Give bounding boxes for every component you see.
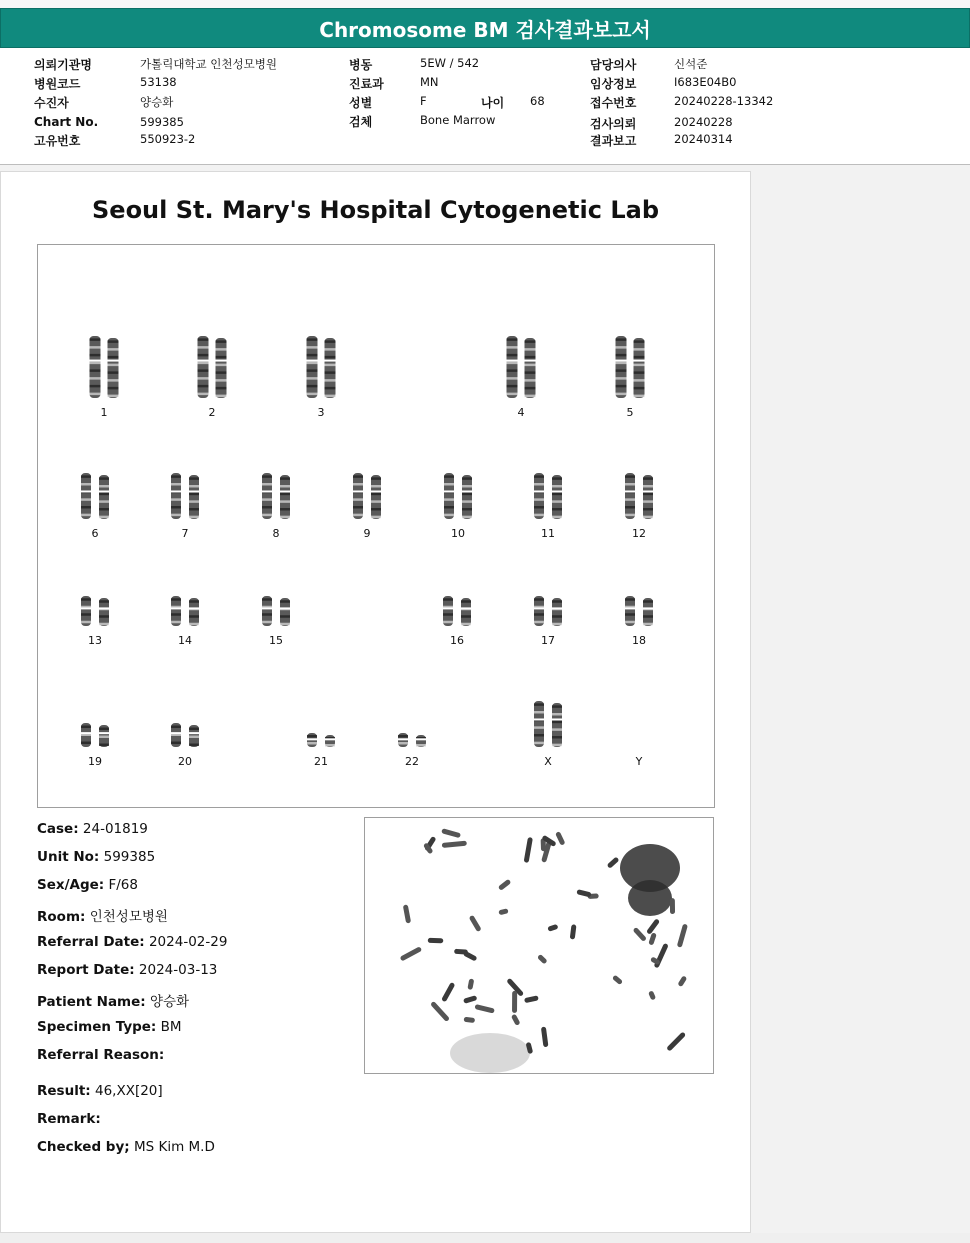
info-value-patient: 양승화 xyxy=(140,95,174,109)
chromosome-10 xyxy=(423,453,493,540)
chromosome-label: 4 xyxy=(517,406,525,419)
chromosome-label: 5 xyxy=(626,406,634,419)
metaphase-spread xyxy=(365,818,713,1073)
case-info-label: Patient Name: xyxy=(37,994,146,1010)
chromosome-14 xyxy=(150,560,220,647)
case-info-value: F/68 xyxy=(104,877,138,893)
info-label-chart-no: Chart No. xyxy=(34,115,99,129)
patient-info-panel xyxy=(0,48,970,165)
case-info-value: 양승화 xyxy=(145,994,190,1010)
info-value-unique-no: 550923-2 xyxy=(140,132,196,146)
info-label-department: 진료과 xyxy=(349,77,384,91)
chromosome-label: 17 xyxy=(541,634,555,647)
chromosome-pair-17 xyxy=(513,560,583,630)
chromosome-pair-9 xyxy=(332,453,402,523)
metaphase-image xyxy=(364,817,714,1074)
chromosome-22 xyxy=(377,681,447,768)
chromosome-pair-14 xyxy=(150,560,220,630)
chromosome-label: 6 xyxy=(91,527,99,540)
chromosome-pair-15 xyxy=(241,560,311,630)
chromosome-pair-20 xyxy=(150,681,220,751)
case-info-row xyxy=(37,990,189,1010)
chromosome-pair-19 xyxy=(60,681,130,751)
info-value-doctor: 신석준 xyxy=(674,57,708,71)
chromosome-13 xyxy=(60,560,130,647)
chromosome-7 xyxy=(150,453,220,540)
bottom-strip xyxy=(0,1233,970,1243)
case-info-label: Result: xyxy=(37,1083,91,1099)
chromosome-pair-1 xyxy=(69,332,139,402)
chromosome-pair-12 xyxy=(604,453,674,523)
chromosome-19 xyxy=(60,681,130,768)
chromosome-label: 22 xyxy=(405,755,419,768)
info-value-department: MN xyxy=(420,75,439,89)
case-info-value: MS Kim M.D xyxy=(129,1139,215,1155)
case-info-label: Report Date: xyxy=(37,962,135,978)
karyotype-image xyxy=(37,244,715,808)
case-info-label: Remark: xyxy=(37,1111,101,1127)
chromosome-pair-6 xyxy=(60,453,130,523)
case-info-label: Room: xyxy=(37,909,86,925)
chromosome-label: 21 xyxy=(314,755,328,768)
chromosome-label: 16 xyxy=(450,634,464,647)
chromosome-label: 20 xyxy=(178,755,192,768)
case-info-value: 46,XX[20] xyxy=(90,1083,163,1099)
chromosome-pair-11 xyxy=(513,453,583,523)
chromosome-label: 9 xyxy=(363,527,371,540)
info-value-institution: 가톨릭대학교 인천성모병원 xyxy=(140,57,277,71)
chromosome-pair-22 xyxy=(377,681,447,751)
chromosome-18 xyxy=(604,560,674,647)
chromosome-pair-X xyxy=(513,681,583,751)
chromosome-pair-7 xyxy=(150,453,220,523)
info-value-receipt-no: 20240228-13342 xyxy=(674,94,774,108)
chromosome-label: 7 xyxy=(181,527,189,540)
info-label-request-date: 검사의뢰 xyxy=(590,117,637,131)
case-info-row xyxy=(37,1047,164,1063)
info-label-unique-no: 고유번호 xyxy=(34,134,81,148)
info-value-clinical: I683E04B0 xyxy=(674,75,737,89)
chromosome-pair-2 xyxy=(177,332,247,402)
chromosome-pair-16 xyxy=(422,560,492,630)
info-value-ward: 5EW / 542 xyxy=(420,56,480,70)
case-info-value: 24-01819 xyxy=(78,821,148,837)
info-value-age: 68 xyxy=(530,94,545,108)
report-title-bar xyxy=(0,8,970,48)
chromosome-1 xyxy=(69,332,139,419)
info-label-ward: 병동 xyxy=(349,58,373,72)
chromosome-label: Y xyxy=(635,755,643,768)
case-info-value: 2024-02-29 xyxy=(144,934,228,950)
case-info-row xyxy=(37,934,227,950)
chromosome-16 xyxy=(422,560,492,647)
chromosome-pair-5 xyxy=(595,332,665,402)
chromosome-pair-13 xyxy=(60,560,130,630)
chromosome-pair-10 xyxy=(423,453,493,523)
chromosome-6 xyxy=(60,453,130,540)
case-info-label: Checked by; xyxy=(37,1139,130,1155)
info-label-patient: 수진자 xyxy=(34,96,69,110)
chromosome-5 xyxy=(595,332,665,419)
chromosome-pair-4 xyxy=(486,332,556,402)
info-label-clinical: 임상정보 xyxy=(590,77,637,91)
chromosome-20 xyxy=(150,681,220,768)
chromosome-12 xyxy=(604,453,674,540)
chromosome-label: 19 xyxy=(88,755,102,768)
chromosome-label: 1 xyxy=(100,406,108,419)
chromosome-4 xyxy=(486,332,556,419)
case-info-label: Specimen Type: xyxy=(37,1019,157,1035)
chromosome-2 xyxy=(177,332,247,419)
case-info-row xyxy=(37,821,148,837)
info-value-specimen: Bone Marrow xyxy=(420,113,496,127)
info-label-receipt-no: 접수번호 xyxy=(590,96,637,110)
info-label-report-date: 결과보고 xyxy=(590,134,637,148)
chromosome-X xyxy=(513,681,583,768)
report-title: Chromosome BM 검사결과보고서 xyxy=(319,17,651,42)
case-info-row xyxy=(37,1083,163,1099)
chromosome-label: X xyxy=(544,755,552,768)
case-info-row xyxy=(37,877,138,893)
chromosome-15 xyxy=(241,560,311,647)
chromosome-pair-8 xyxy=(241,453,311,523)
info-value-sex: F xyxy=(420,94,427,108)
case-info-label: Sex/Age: xyxy=(37,877,105,893)
chromosome-9 xyxy=(332,453,402,540)
case-info-label: Referral Date: xyxy=(37,934,145,950)
case-info-row xyxy=(37,1111,101,1127)
info-label-doctor: 담당의사 xyxy=(590,58,637,72)
case-info-row xyxy=(37,1139,215,1155)
case-info-row xyxy=(37,849,155,865)
report-panel xyxy=(0,171,751,1233)
case-info-value: 599385 xyxy=(99,849,156,865)
case-info-value: 인천성모병원 xyxy=(85,909,168,925)
info-label-sex: 성별 xyxy=(349,96,373,110)
case-info-value: BM xyxy=(156,1019,182,1035)
chromosome-11 xyxy=(513,453,583,540)
chromosome-pair-18 xyxy=(604,560,674,630)
chromosome-pair-3 xyxy=(286,332,356,402)
info-value-report-date: 20240314 xyxy=(674,132,733,146)
case-info-row xyxy=(37,962,217,978)
chromosome-label: 11 xyxy=(541,527,555,540)
lab-title: Seoul St. Mary's Hospital Cytogenetic Lab xyxy=(92,196,659,224)
chromosome-17 xyxy=(513,560,583,647)
case-info-label: Case: xyxy=(37,821,79,837)
chromosome-3 xyxy=(286,332,356,419)
info-label-institution: 의뢰기관명 xyxy=(34,58,92,72)
info-label-age: 나이 xyxy=(481,96,505,110)
info-value-request-date: 20240228 xyxy=(674,115,733,129)
info-label-hospital-code: 병원코드 xyxy=(34,77,81,91)
chromosome-label: 14 xyxy=(178,634,192,647)
case-info-row xyxy=(37,1019,182,1035)
chromosome-Y xyxy=(604,681,674,768)
chromosome-label: 15 xyxy=(269,634,283,647)
chromosome-label: 8 xyxy=(272,527,280,540)
chromosome-label: 13 xyxy=(88,634,102,647)
case-info-row xyxy=(37,905,168,925)
chromosome-label: 10 xyxy=(451,527,465,540)
chromosome-pair-21 xyxy=(286,681,356,751)
info-value-hospital-code: 53138 xyxy=(140,75,177,89)
case-info-label: Unit No: xyxy=(37,849,100,865)
case-info-value: 2024-03-13 xyxy=(134,962,218,978)
info-value-chart-no: 599385 xyxy=(140,115,184,129)
case-info-label: Referral Reason: xyxy=(37,1047,165,1063)
chromosome-21 xyxy=(286,681,356,768)
chromosome-8 xyxy=(241,453,311,540)
chromosome-label: 18 xyxy=(632,634,646,647)
info-label-specimen: 검체 xyxy=(349,115,373,129)
chromosome-label: 3 xyxy=(317,406,325,419)
chromosome-label: 12 xyxy=(632,527,646,540)
chromosome-label: 2 xyxy=(208,406,216,419)
